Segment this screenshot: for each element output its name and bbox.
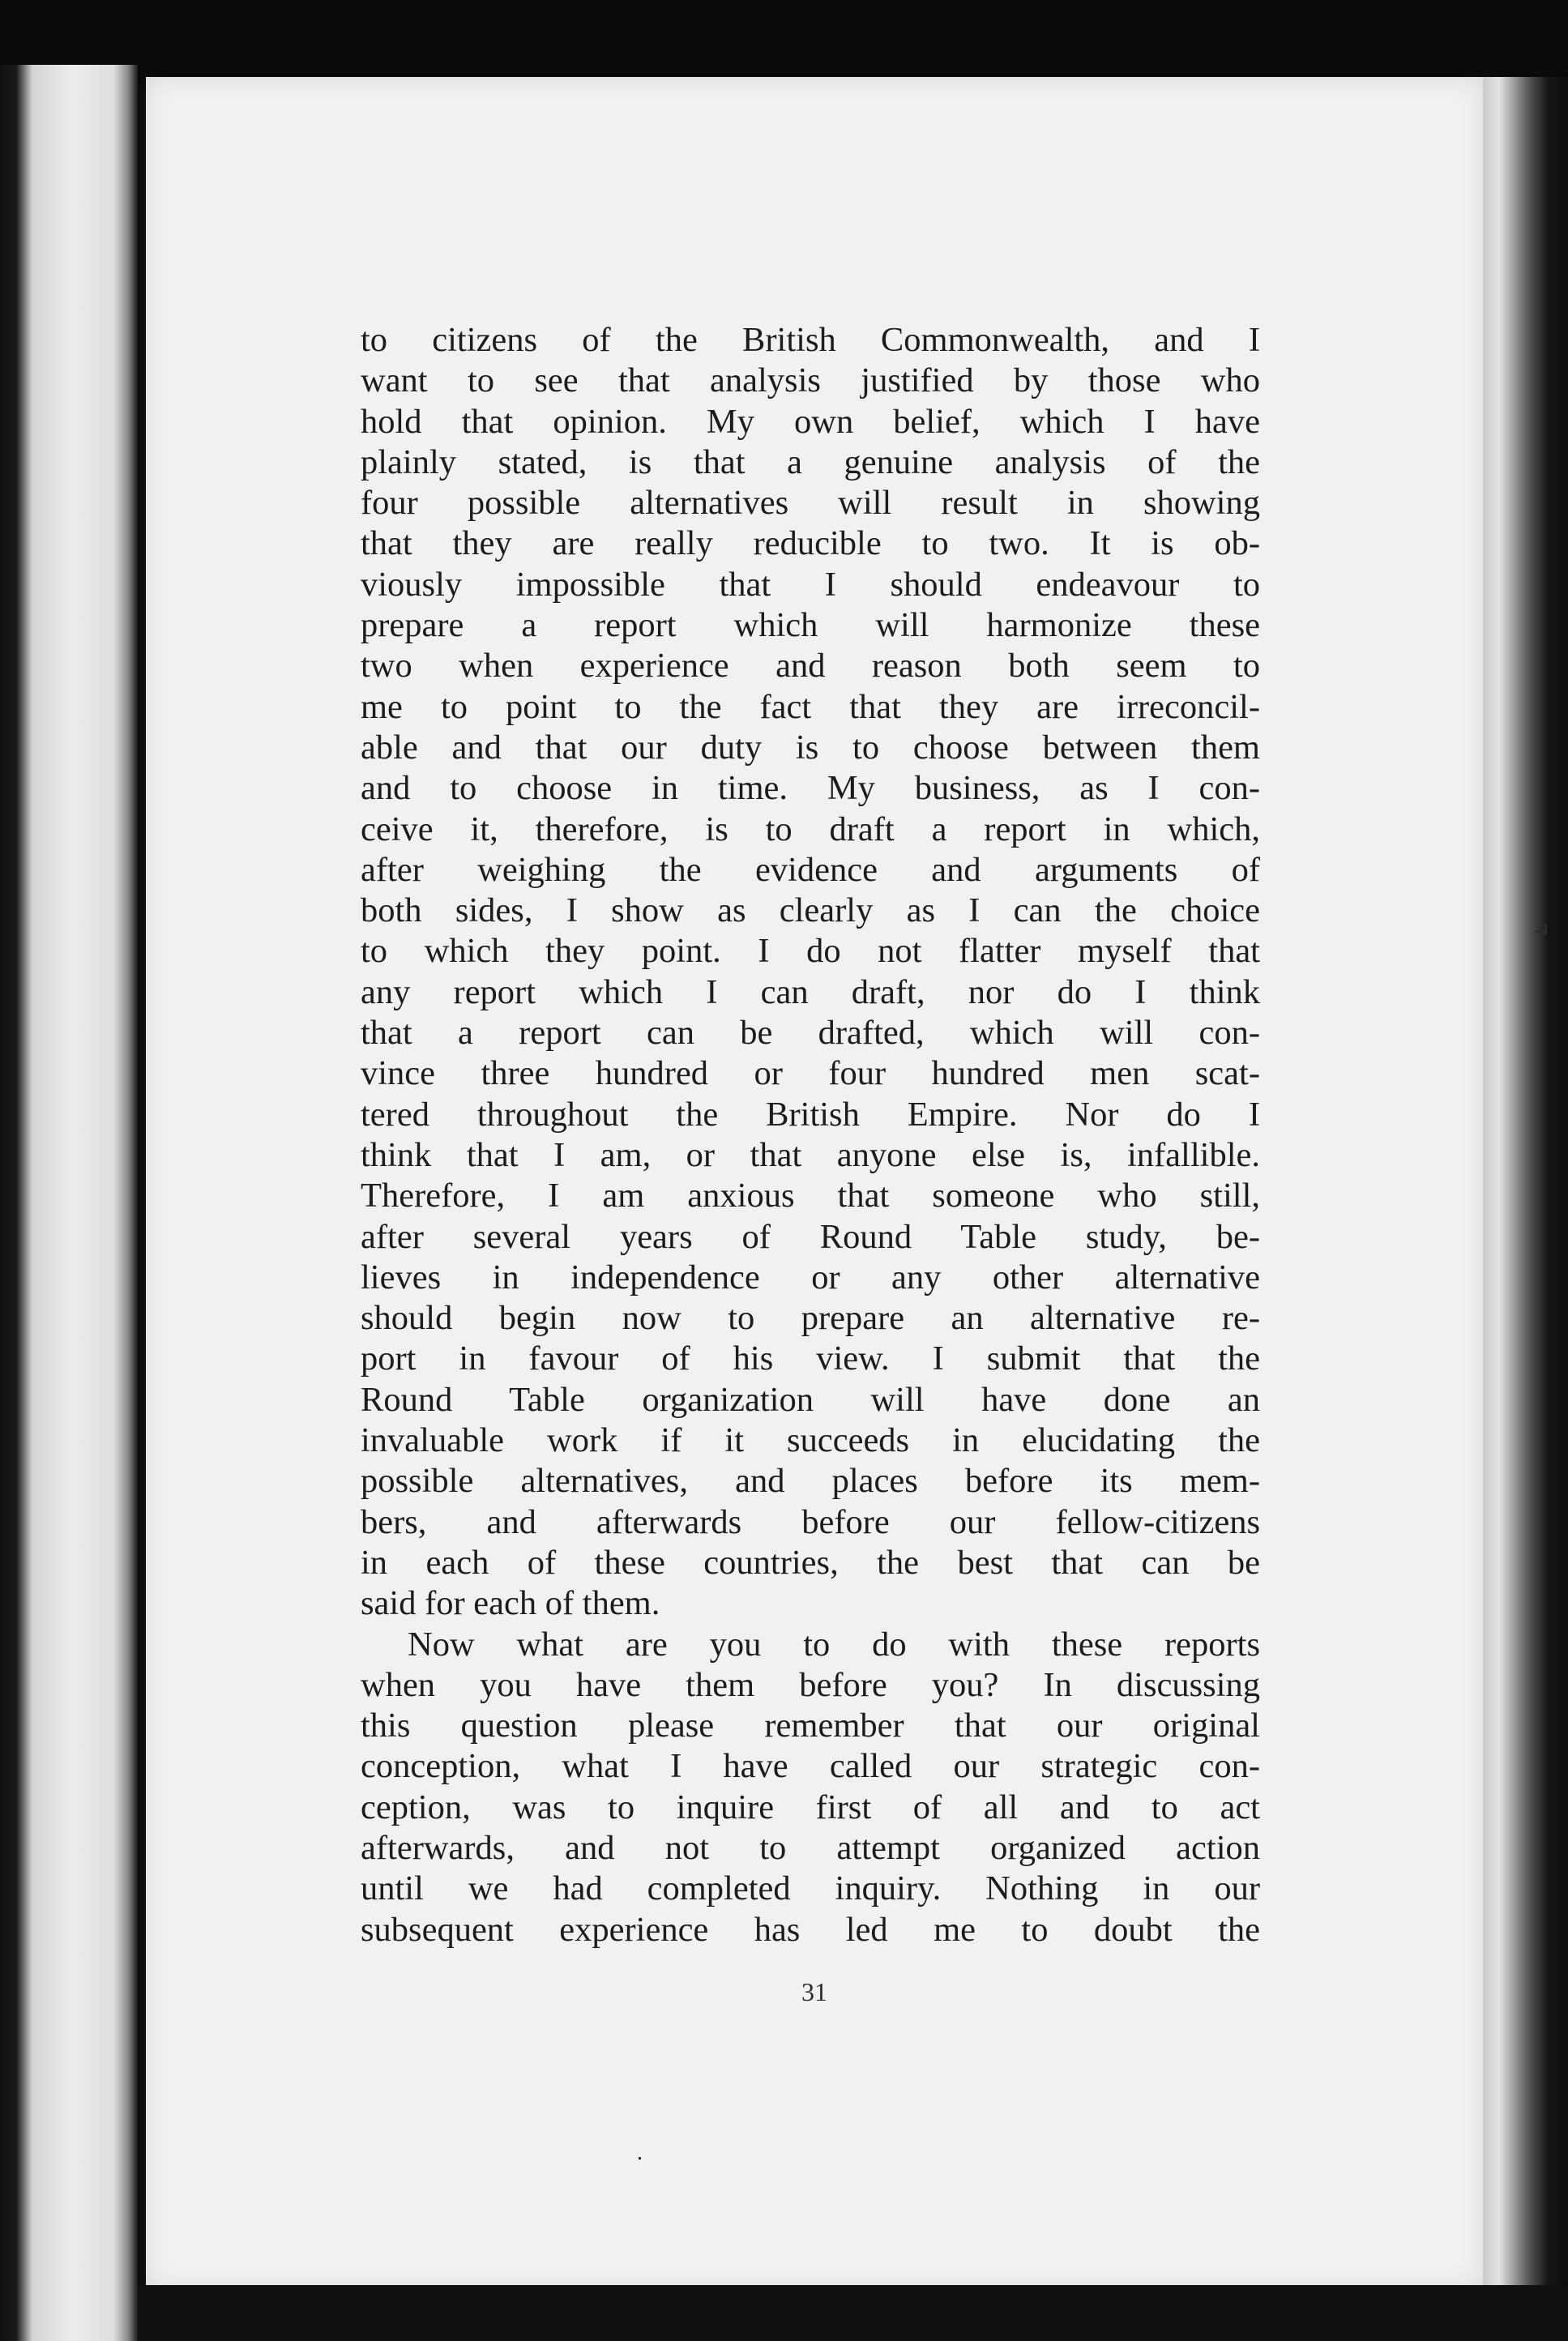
text-line: vince three hundred or four hundred men scat- bbox=[361, 1054, 1260, 1093]
text-line: until we had completed inquiry. Nothing in our bbox=[361, 1869, 1260, 1908]
text-line: possible alternatives, and places before its mem- bbox=[361, 1462, 1260, 1501]
text-line: ceive it, therefore, is to draft a report in which, bbox=[361, 810, 1260, 848]
scan-top-border bbox=[0, 0, 1568, 89]
text-line: invaluable work if it succeeds in elucidating the bbox=[361, 1421, 1260, 1460]
text-line: both sides, I show as clearly as I can the choice bbox=[361, 891, 1260, 930]
text-line: in each of these countries, the best that can be bbox=[361, 1543, 1260, 1582]
text-line: plainly stated, is that a genuine analysis of the bbox=[361, 442, 1260, 481]
text-line: four possible alternatives will result in showing bbox=[361, 484, 1260, 523]
text-line: that they are really reducible to two. It is ob- bbox=[361, 524, 1260, 563]
text-line: to which they point. I do not flatter myself that bbox=[361, 932, 1260, 971]
left-page-edge bbox=[0, 65, 138, 2341]
text-line: and to choose in time. My business, as I con- bbox=[361, 769, 1260, 808]
scan-speck bbox=[639, 2157, 641, 2159]
text-line: Therefore, I am anxious that someone who still, bbox=[361, 1177, 1260, 1215]
text-line: tered throughout the British Empire. Nor do I bbox=[361, 1095, 1260, 1134]
margin-mark bbox=[1545, 924, 1547, 935]
text-line: after weighing the evidence and arguments of bbox=[361, 850, 1260, 889]
text-line: bers, and afterwards before our fellow-citizens bbox=[361, 1502, 1260, 1541]
text-line: conception, what I have called our strategic con- bbox=[361, 1747, 1260, 1786]
text-line: to citizens of the British Commonwealth, and I bbox=[361, 321, 1260, 359]
page-number: 31 bbox=[801, 1977, 827, 2006]
text-line: any report which I can draft, nor do I think bbox=[361, 972, 1260, 1011]
text-line: think that I am, or that anyone else is, infallible. bbox=[361, 1135, 1260, 1174]
text-line: after several years of Round Table study, be- bbox=[361, 1217, 1260, 1256]
text-line: viously impossible that I should endeavour to bbox=[361, 565, 1260, 604]
text-line: me to point to the fact that they are irreconcil- bbox=[361, 687, 1260, 726]
text-line: should begin now to prepare an alternative re- bbox=[361, 1299, 1260, 1338]
text-line: want to see that analysis justified by those who bbox=[361, 361, 1260, 400]
text-line: prepare a report which will harmonize these bbox=[361, 606, 1260, 645]
text-line: port in favour of his view. I submit that the bbox=[361, 1339, 1260, 1378]
text-line: Round Table organization will have done an bbox=[361, 1380, 1260, 1419]
text-line: hold that opinion. My own belief, which I have bbox=[361, 402, 1260, 441]
text-line: lieves in independence or any other alternative bbox=[361, 1258, 1260, 1297]
text-line: ception, was to inquire first of all and to act bbox=[361, 1788, 1260, 1826]
text-line: when you have them before you? In discussing bbox=[361, 1665, 1260, 1704]
paragraph-end-line: said for each of them. bbox=[361, 1584, 660, 1623]
text-line: that a report can be drafted, which will con- bbox=[361, 1014, 1260, 1053]
text-line: subsequent experience has led me to doubt the bbox=[361, 1910, 1260, 1949]
right-page-edge bbox=[1483, 77, 1568, 2341]
text-line: afterwards, and not to attempt organized action bbox=[361, 1828, 1260, 1867]
text-line: two when experience and reason both seem to bbox=[361, 647, 1260, 686]
body-text bbox=[361, 320, 1260, 1950]
scan-bottom-border bbox=[138, 2285, 1568, 2341]
text-line: this question please remember that our original bbox=[361, 1707, 1260, 1745]
text-line: able and that our duty is to choose between them bbox=[361, 728, 1260, 767]
paragraph-start-line: Now what are you to do with these reports bbox=[408, 1625, 1260, 1664]
